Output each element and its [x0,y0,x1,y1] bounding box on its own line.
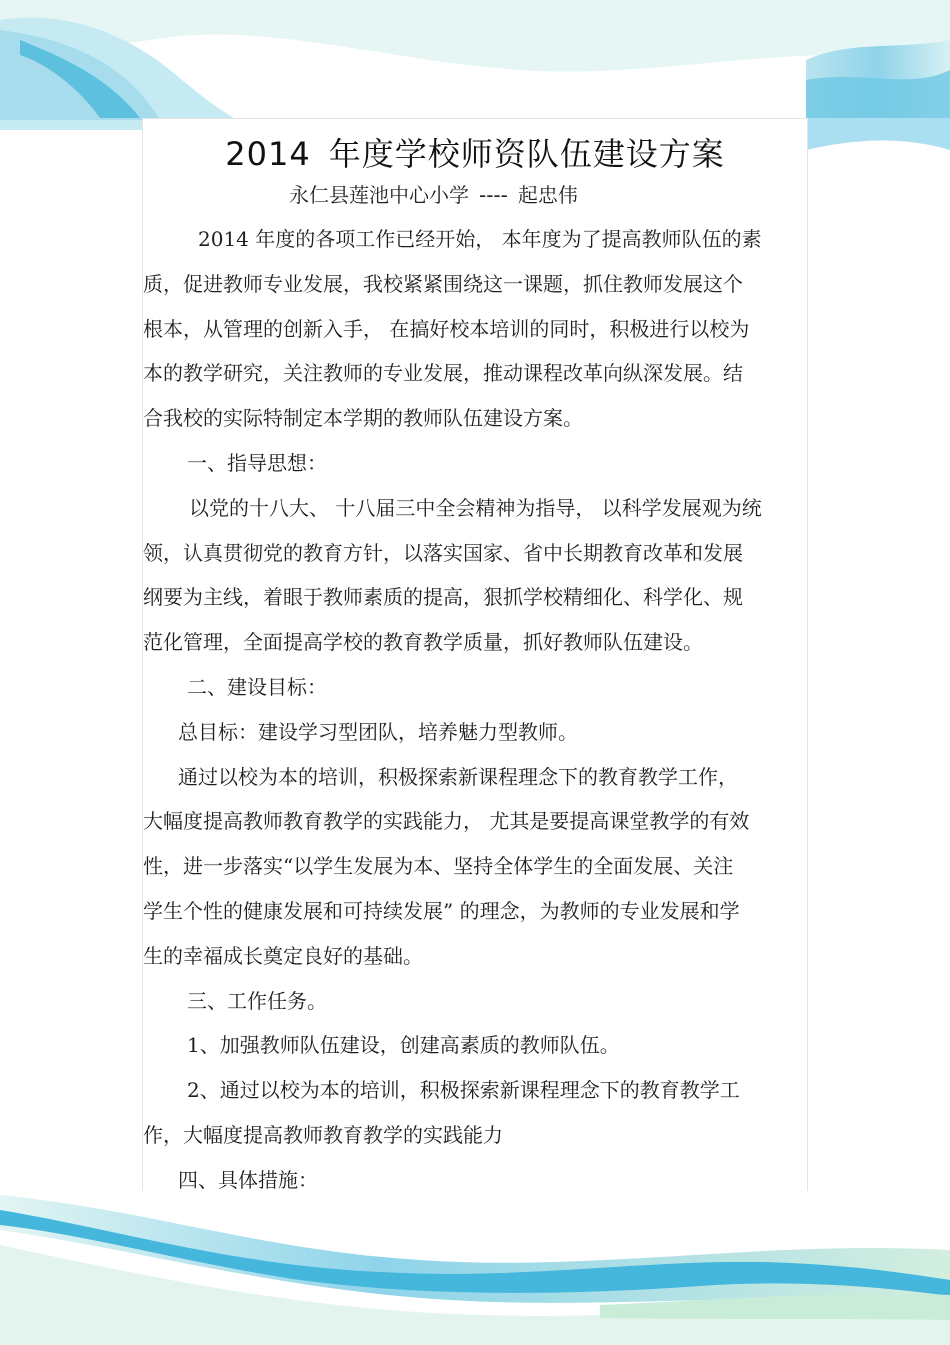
paragraph-line: 质，促进教师专业发展，我校紧紧围绕这一课题，抓住教师发展这个 [143,271,743,296]
section-heading: 二、建设目标： [187,674,327,699]
paragraph-line: 合我校的实际特制定本学期的教师队伍建设方案。 [143,406,583,431]
title-text: 年度学校师资队伍建设方案 [328,135,725,173]
section-heading: 四、具体措施： [178,1167,318,1191]
title-year: 2014 [225,135,311,173]
paragraph-line: 性，进一步落实“以学生发展为本、坚持全体学生的全面发展、关注 [143,854,734,879]
paragraph-line: 通过以校为本的培训，积极探索新课程理念下的教育教学工作， [178,764,738,789]
paragraph-line: 根本，从管理的创新入手， 在搞好校本培训的同时，积极进行以校为 [143,316,750,341]
paragraph-line: 作，大幅度提高教师教育教学的实践能力 [143,1122,503,1147]
author-name: 起忠伟 [517,183,578,207]
document-body [143,217,807,1191]
author-school: 永仁县莲池中心小学 [289,183,469,207]
paragraph-line: 领，认真贯彻党的教育方针，以落实国家、省中长期教育改革和发展 [143,540,743,565]
list-item: 2、通过以校为本的培训，积极探索新课程理念下的教育教学工 [187,1078,740,1103]
paragraph-line: 总目标：建设学习型团队，培养魅力型教师。 [178,719,578,744]
author-separator: ---- [479,183,508,207]
section-heading: 一、指导思想： [187,450,327,475]
document-page [142,118,808,1191]
paragraph-line: 大幅度提高教师教育教学的实践能力， 尤其是要提高课堂教学的有效 [143,809,750,834]
paragraph-line: 2014 年度的各项工作已经开始， 本年度为了提高教师队伍的素 [198,227,762,251]
section-heading: 三、工作任务。 [187,988,327,1013]
paragraph-line: 生的幸福成长奠定良好的基础。 [143,943,423,968]
list-item: 1、加强教师队伍建设，创建高素质的教师队伍。 [187,1033,620,1058]
author-line [289,179,578,208]
paragraph-line: 学生个性的健康发展和可持续发展” 的理念，为教师的专业发展和学 [143,898,740,923]
document-title [143,129,807,175]
paragraph-line: 纲要为主线，着眼于教师素质的提高，狠抓学校精细化、科学化、规 [143,585,743,610]
paragraph-line: 范化管理，全面提高学校的教育教学质量，抓好教师队伍建设。 [143,630,703,655]
paragraph-line: 本的教学研究，关注教师的专业发展，推动课程改革向纵深发展。结 [143,361,743,386]
paragraph-line: 以党的十八大、 十八届三中全会精神为指导， 以科学发展观为统 [189,495,762,520]
